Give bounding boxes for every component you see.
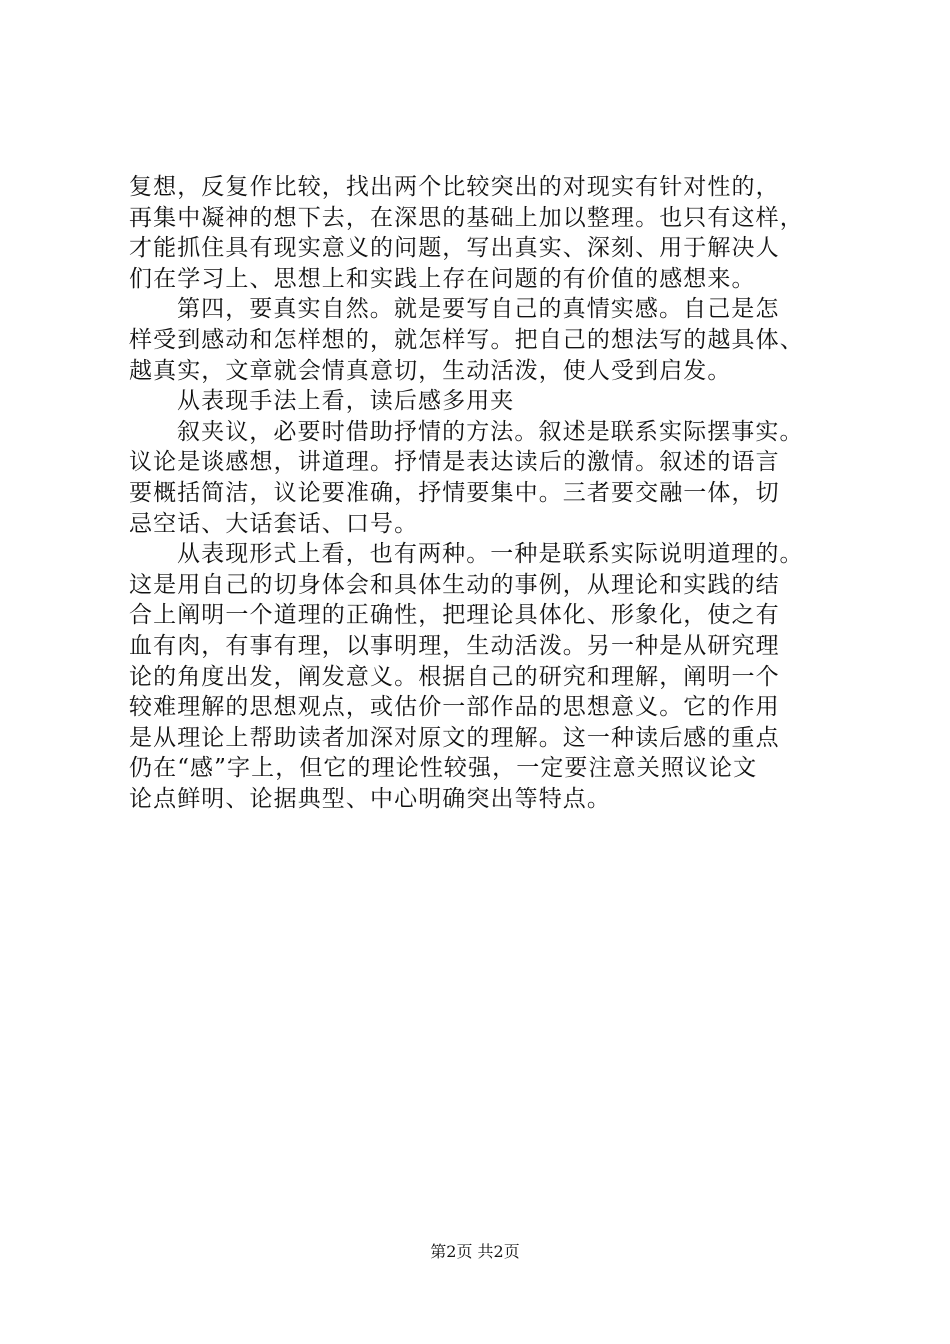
text-line: 忌空话、大话套话、口号。	[129, 510, 419, 537]
text-line: 议论是谈感想，讲道理。抒情是表达读后的激情。叙述的语言	[129, 449, 780, 476]
text-line: 论点鲜明、论据典型、中心明确突出等特点。	[129, 785, 611, 812]
text-line: 较难理解的思想观点，或估价一部作品的思想意义。它的作用	[129, 694, 780, 721]
text-line: 是从理论上帮助读者加深对原文的理解。这一种读后感的重点	[129, 724, 780, 751]
text-line: 这是用自己的切身体会和具体生动的事例，从理论和实践的结	[129, 571, 780, 598]
page-number-footer: 第2页 共2页	[430, 1242, 520, 1261]
text-line: 血有肉，有事有理，以事明理，生动活泼。另一种是从研究理	[129, 632, 780, 659]
text-line: 论的角度出发，阐发意义。根据自己的研究和理解，阐明一个	[129, 663, 780, 690]
text-line: 们在学习上、思想上和实践上存在问题的有价值的感想来。	[129, 265, 756, 292]
paragraph-start-line: 第四，要真实自然。就是要写自己的真情实感。自己是怎	[177, 296, 780, 323]
paragraph-start-line: 从表现手法上看，读后感多用夹	[177, 388, 515, 415]
document-body	[129, 172, 829, 814]
text-line: 样受到感动和怎样想的，就怎样写。把自己的想法写的越具体、	[129, 326, 804, 353]
text-line: 仍在“感”字上，但它的理论性较强，一定要注意关照议论文	[129, 755, 758, 782]
text-line: 越真实，文章就会情真意切，生动活泼，使人受到启发。	[129, 357, 732, 384]
text-line: 要概括简洁，议论要准确，抒情要集中。三者要交融一体，切	[129, 479, 780, 506]
text-line: 再集中凝神的想下去，在深思的基础上加以整理。也只有这样，	[129, 204, 804, 231]
text-line: 才能抓住具有现实意义的问题，写出真实、深刻、用于解决人	[129, 235, 780, 262]
text-line: 合上阐明一个道理的正确性，把理论具体化、形象化，使之有	[129, 602, 780, 629]
paragraph-start-line: 叙夹议，必要时借助抒情的方法。叙述是联系实际摆事实。	[177, 418, 804, 445]
text-line: 复想，反复作比较，找出两个比较突出的对现实有针对性的，	[129, 174, 780, 200]
paragraph-start-line: 从表现形式上看，也有两种。一种是联系实际说明道理的。	[177, 541, 804, 568]
